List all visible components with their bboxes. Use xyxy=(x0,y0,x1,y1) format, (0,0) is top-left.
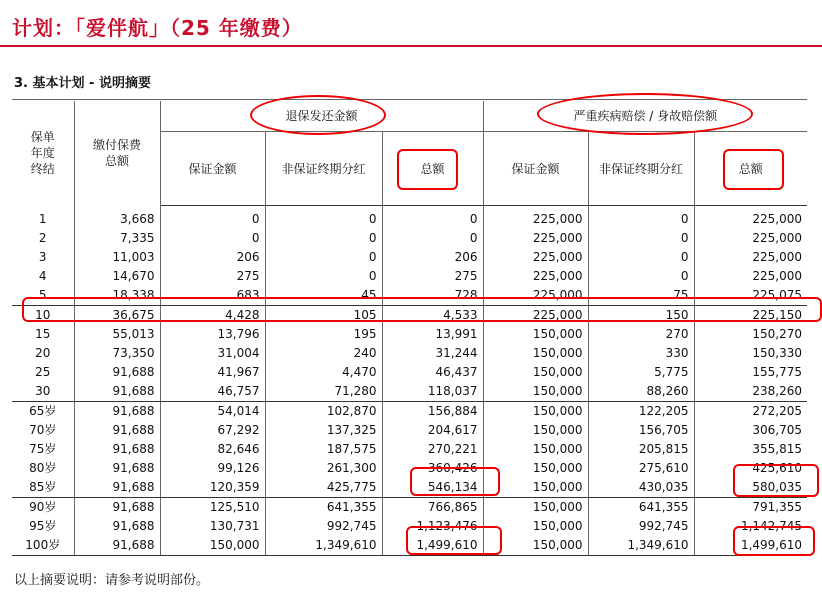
cell-n1: 187,575 xyxy=(265,440,382,459)
cell-n2: 641,355 xyxy=(588,498,694,518)
cell-g2: 225,000 xyxy=(483,206,588,230)
cell-year: 20 xyxy=(12,344,74,363)
cell-n1: 102,870 xyxy=(265,402,382,422)
cell-t2: 225,150 xyxy=(752,308,803,322)
table-row xyxy=(12,517,807,536)
cell-year: 90岁 xyxy=(12,498,74,518)
cell-premium: 73,350 xyxy=(74,344,160,363)
cell-n2: 330 xyxy=(588,344,694,363)
cell-t1: 13,991 xyxy=(382,325,483,344)
table-row xyxy=(12,382,807,402)
cell-t1: 31,244 xyxy=(382,344,483,363)
cell-g1: 150,000 xyxy=(160,536,265,556)
cell-g1: 275 xyxy=(160,267,265,286)
cell-g1: 13,796 xyxy=(160,325,265,344)
cell-t1: 206 xyxy=(382,248,483,267)
cell-year: 5 xyxy=(12,286,74,306)
cell-t1: 546,134 xyxy=(382,478,483,498)
cell-t2: 355,815 xyxy=(752,442,803,456)
cell-premium: 11,003 xyxy=(74,248,160,267)
cell-t2: 306,705 xyxy=(752,423,803,437)
cell-t2: 225,000 xyxy=(752,250,803,264)
cell-g1: 125,510 xyxy=(160,498,265,518)
cell-g1: 683 xyxy=(160,286,265,306)
cell-n2: 88,260 xyxy=(588,382,694,402)
cell-g2: 150,000 xyxy=(483,440,588,459)
cell-n1: 4,470 xyxy=(265,363,382,382)
cell-g2: 225,000 xyxy=(483,229,588,248)
cell-n2: 75 xyxy=(588,286,694,306)
cell-n2: 270 xyxy=(588,325,694,344)
cell-t1: 156,884 xyxy=(382,402,483,422)
cell-g2: 225,000 xyxy=(483,306,588,326)
cell-year: 95岁 xyxy=(12,517,74,536)
cell-t1: 4,533 xyxy=(382,306,483,326)
cell-g1: 4,428 xyxy=(160,306,265,326)
cell-year: 30 xyxy=(12,382,74,402)
footnote: 以上摘要说明：请参考说明部份。 xyxy=(14,573,210,588)
cell-g1: 41,967 xyxy=(160,363,265,382)
header-total-1: 总额 xyxy=(382,132,483,206)
table-row xyxy=(12,306,807,326)
cell-premium: 91,688 xyxy=(74,517,160,536)
cell-premium: 91,688 xyxy=(74,478,160,498)
cell-t2: 272,205 xyxy=(752,404,803,418)
cell-year: 2 xyxy=(12,229,74,248)
cell-t2: 238,260 xyxy=(694,382,807,402)
header-total-2: 总额 xyxy=(694,132,807,206)
cell-n2: 5,775 xyxy=(588,363,694,382)
cell-year: 70岁 xyxy=(12,421,74,440)
cell-t1: 204,617 xyxy=(382,421,483,440)
cell-g1: 31,004 xyxy=(160,344,265,363)
table-row xyxy=(12,267,807,286)
table-row xyxy=(12,363,807,382)
cell-t2: 580,035 xyxy=(694,478,807,498)
cell-premium: 91,688 xyxy=(74,402,160,422)
cell-n2: 275,610 xyxy=(588,459,694,478)
cell-t1: 1,499,610 xyxy=(382,536,483,556)
cell-t2: 225,075 xyxy=(694,286,807,306)
cell-premium: 91,688 xyxy=(74,382,160,402)
cell-t2: 1,499,610 xyxy=(694,536,807,556)
cell-n2: 0 xyxy=(588,267,694,286)
cell-n1: 641,355 xyxy=(265,498,382,518)
cell-g1: 99,126 xyxy=(160,459,265,478)
cell-year: 80岁 xyxy=(12,459,74,478)
cell-t1: 360,426 xyxy=(382,459,483,478)
cell-g2: 150,000 xyxy=(483,478,588,498)
header-non-guaranteed-2: 非保证终期分红 xyxy=(588,132,694,206)
cell-n1: 992,745 xyxy=(265,517,382,536)
cell-premium: 18,338 xyxy=(74,286,160,306)
cell-t2: 225,000 xyxy=(752,269,803,283)
cell-t1: 118,037 xyxy=(382,382,483,402)
cell-g1: 206 xyxy=(160,248,265,267)
cell-t1: 728 xyxy=(382,286,483,306)
cell-g1: 67,292 xyxy=(160,421,265,440)
cell-premium: 91,688 xyxy=(74,363,160,382)
cell-g1: 130,731 xyxy=(160,517,265,536)
table-row xyxy=(12,344,807,363)
cell-g1: 82,646 xyxy=(160,440,265,459)
cell-n2: 992,745 xyxy=(588,517,694,536)
cell-premium: 91,688 xyxy=(74,440,160,459)
cell-g2: 150,000 xyxy=(483,421,588,440)
header-policy-year: 保单 年度 终结 xyxy=(12,101,74,206)
cell-n1: 261,300 xyxy=(265,459,382,478)
cell-premium: 14,670 xyxy=(74,267,160,286)
cell-n2: 430,035 xyxy=(588,478,694,498)
cell-n1: 0 xyxy=(265,267,382,286)
cell-n2: 156,705 xyxy=(588,421,694,440)
cell-year: 4 xyxy=(12,267,74,286)
cell-year: 75岁 xyxy=(12,440,74,459)
table-row xyxy=(12,248,807,267)
cell-t2: 791,355 xyxy=(752,500,803,514)
cell-n2: 0 xyxy=(588,206,694,230)
illustration-table xyxy=(12,101,807,556)
cell-year: 15 xyxy=(12,325,74,344)
header-non-guaranteed-1: 非保证终期分红 xyxy=(265,132,382,206)
cell-n1: 137,325 xyxy=(265,421,382,440)
cell-n1: 45 xyxy=(265,286,382,306)
table-row xyxy=(12,325,807,344)
cell-n2: 0 xyxy=(588,248,694,267)
cell-g2: 150,000 xyxy=(483,536,588,556)
cell-premium: 3,668 xyxy=(74,206,160,230)
header-total-premium: 缴付保费 总额 xyxy=(74,101,160,206)
cell-t1: 0 xyxy=(382,229,483,248)
cell-g1: 0 xyxy=(160,206,265,230)
cell-t1: 0 xyxy=(382,206,483,230)
cell-n1: 240 xyxy=(265,344,382,363)
table-row xyxy=(12,421,807,440)
cell-t1: 270,221 xyxy=(382,440,483,459)
cell-year: 1 xyxy=(12,206,74,230)
cell-g2: 150,000 xyxy=(483,459,588,478)
cell-n2: 150 xyxy=(588,306,694,326)
table-row xyxy=(12,459,807,478)
header-guaranteed-1: 保证金额 xyxy=(160,132,265,206)
cell-t1: 1,123,476 xyxy=(382,517,483,536)
cell-n1: 105 xyxy=(265,306,382,326)
header-guaranteed-2: 保证金额 xyxy=(483,132,588,206)
cell-n1: 425,775 xyxy=(265,478,382,498)
cell-g2: 225,000 xyxy=(483,286,588,306)
cell-t2: 1,142,745 xyxy=(740,519,803,533)
header-surrender-value: 退保发还金额 xyxy=(160,101,483,132)
table-row xyxy=(12,206,807,230)
cell-year: 10 xyxy=(12,306,74,326)
cell-t2: 155,775 xyxy=(752,365,803,379)
cell-t2: 225,000 xyxy=(752,231,803,245)
cell-g2: 150,000 xyxy=(483,402,588,422)
cell-t2: 150,270 xyxy=(752,327,803,341)
table-row xyxy=(12,286,807,306)
cell-t2: 150,330 xyxy=(752,346,803,360)
cell-g1: 54,014 xyxy=(160,402,265,422)
cell-n1: 71,280 xyxy=(265,382,382,402)
cell-g1: 46,757 xyxy=(160,382,265,402)
table-row xyxy=(12,229,807,248)
cell-n1: 1,349,610 xyxy=(265,536,382,556)
page-title: 计划：「爱伴航」（25 年缴费） xyxy=(12,16,303,40)
cell-premium: 36,675 xyxy=(74,306,160,326)
table-row xyxy=(12,402,807,422)
table-row xyxy=(12,536,807,556)
cell-premium: 91,688 xyxy=(74,498,160,518)
section-heading: 3. 基本计划 - 说明摘要 xyxy=(14,76,151,91)
cell-year: 3 xyxy=(12,248,74,267)
cell-g2: 150,000 xyxy=(483,363,588,382)
cell-g2: 150,000 xyxy=(483,382,588,402)
cell-g1: 120,359 xyxy=(160,478,265,498)
cell-year: 100岁 xyxy=(12,536,74,556)
cell-t2: 425,610 xyxy=(752,461,803,475)
cell-year: 25 xyxy=(12,363,74,382)
header-death-benefit: 严重疾病赔偿 / 身故赔偿额 xyxy=(483,101,807,132)
cell-n2: 122,205 xyxy=(588,402,694,422)
cell-t1: 275 xyxy=(382,267,483,286)
cell-n1: 0 xyxy=(265,206,382,230)
cell-year: 85岁 xyxy=(12,478,74,498)
cell-premium: 91,688 xyxy=(74,536,160,556)
cell-premium: 91,688 xyxy=(74,421,160,440)
cell-premium: 7,335 xyxy=(74,229,160,248)
cell-g2: 150,000 xyxy=(483,517,588,536)
cell-g2: 150,000 xyxy=(483,325,588,344)
cell-t1: 46,437 xyxy=(382,363,483,382)
cell-premium: 55,013 xyxy=(74,325,160,344)
cell-n1: 0 xyxy=(265,248,382,267)
cell-t1: 766,865 xyxy=(382,498,483,518)
cell-premium: 91,688 xyxy=(74,459,160,478)
table-row xyxy=(12,440,807,459)
cell-g2: 225,000 xyxy=(483,267,588,286)
cell-n2: 205,815 xyxy=(588,440,694,459)
cell-t2: 225,000 xyxy=(752,212,803,226)
cell-g2: 225,000 xyxy=(483,248,588,267)
cell-n1: 195 xyxy=(265,325,382,344)
cell-g1: 0 xyxy=(160,229,265,248)
cell-n1: 0 xyxy=(265,229,382,248)
title-divider xyxy=(0,45,822,47)
cell-n2: 0 xyxy=(588,229,694,248)
cell-g2: 150,000 xyxy=(483,498,588,518)
cell-g2: 150,000 xyxy=(483,344,588,363)
section-divider xyxy=(12,99,807,100)
table-row xyxy=(12,498,807,518)
cell-year: 65岁 xyxy=(12,402,74,422)
cell-n2: 1,349,610 xyxy=(588,536,694,556)
table-row xyxy=(12,478,807,498)
